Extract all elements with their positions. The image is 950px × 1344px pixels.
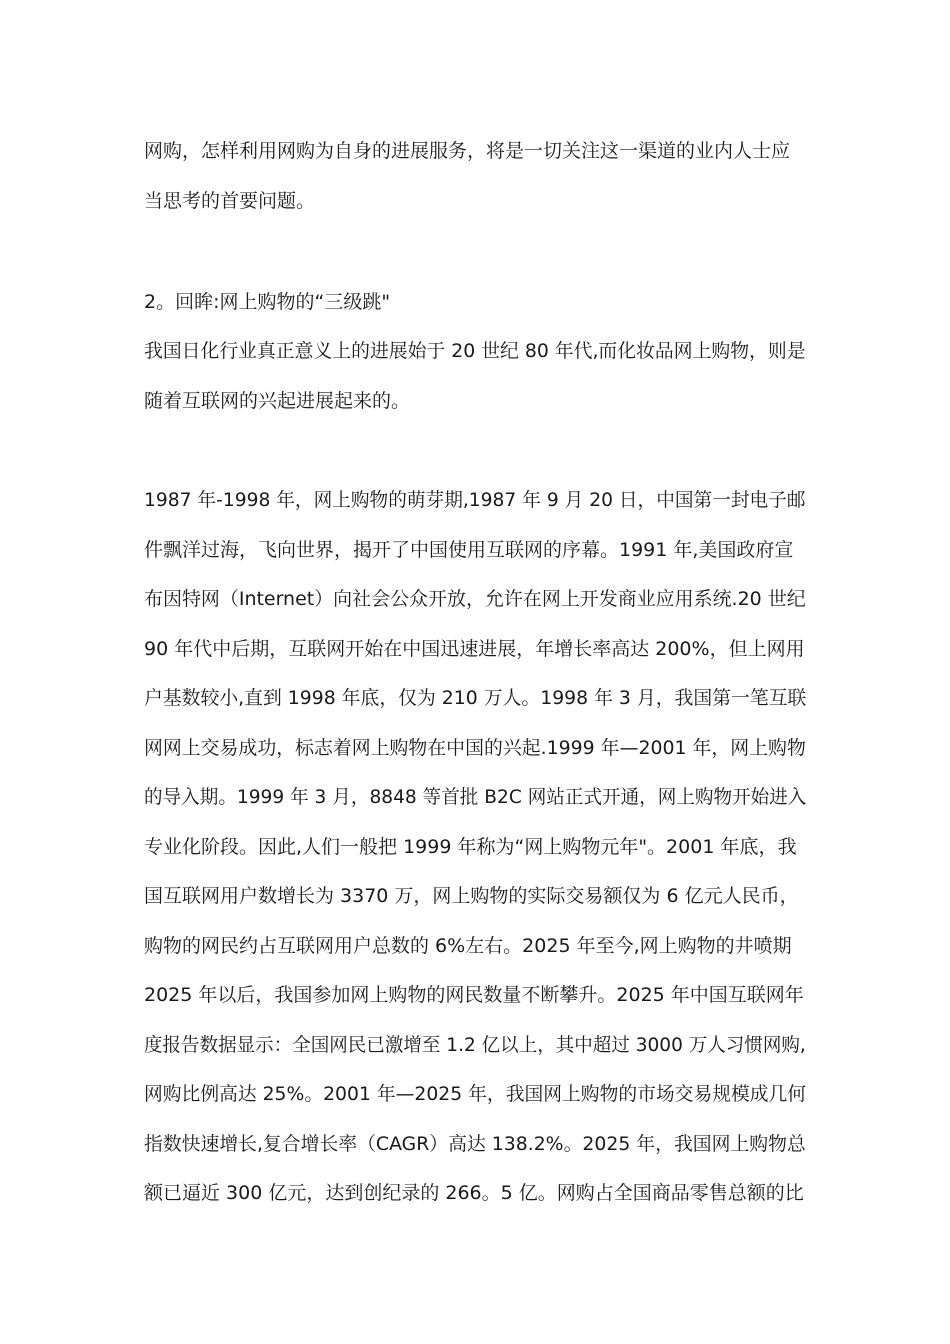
history-line-13: 网购比例高达 25%。2001 年—2025 年，我国网上购物的市场交易规模成几何 (144, 1083, 807, 1105)
history-line-7: 的导入期。1999 年 3 月，8848 等首批 B2C 网站正式开通，网上购物开始进入 (144, 786, 807, 808)
origin-line-2: 随着互联网的兴起进展起来的。 (144, 390, 411, 412)
history-line-8: 专业化阶段。因此,人们一般把 1999 年称为“网上购物元年"。2001 年底，我 (144, 836, 797, 858)
history-line-5: 户基数较小,直到 1998 年底，仅为 210 万人。1998 年 3 月，我国第一笔互联 (144, 687, 807, 709)
history-line-15: 额已逼近 300 亿元，达到创纪录的 266。5 亿。网购占全国商品零售总额的比 (144, 1182, 804, 1204)
history-line-2: 件飘洋过海，飞向世界，揭开了中国使用互联网的序幕。1991 年,美国政府宣 (144, 539, 794, 561)
history-line-4: 90 年代中后期，互联网开始在中国迅速进展，年增长率高达 200%，但上网用 (144, 638, 805, 660)
history-line-11: 2025 年以后，我国参加网上购物的网民数量不断攀升。2025 年中国互联网年 (144, 984, 804, 1006)
origin-line-1: 我国日化行业真正意义上的进展始于 20 世纪 80 年代,而化妆品网上购物，则是 (144, 340, 806, 362)
history-line-14: 指数快速增长,复合增长率（CAGR）高达 138.2%。2025 年，我国网上购物总 (144, 1133, 806, 1155)
history-line-1: 1987 年-1998 年，网上购物的萌芽期,1987 年 9 月 20 日，中国第一封电子邮 (144, 489, 806, 511)
intro-line-2: 当思考的首要问题。 (144, 190, 316, 212)
history-line-10: 购物的网民约占互联网用户总数的 6%左右。2025 年至今,网上购物的井喷期 (144, 935, 792, 957)
history-line-9: 国互联网用户数增长为 3370 万，网上购物的实际交易额仅为 6 亿元人民币， (144, 885, 799, 907)
history-line-6: 网网上交易成功，标志着网上购物在中国的兴起.1999 年—2001 年，网上购物 (144, 737, 806, 759)
history-line-12: 度报告数据显示：全国网民已激增至 1.2 亿以上，其中超过 3000 万人习惯网购, (144, 1034, 806, 1056)
intro-line-1: 网购，怎样利用网购为自身的进展服务，将是一切关注这一渠道的业内人士应 (144, 140, 791, 162)
history-line-3: 布因特网（Internet）向社会公众开放，允许在网上开发商业应用系统.20 世纪 (144, 588, 806, 610)
section-heading: 2。回眸:网上购物的“三级跳" (144, 291, 391, 313)
